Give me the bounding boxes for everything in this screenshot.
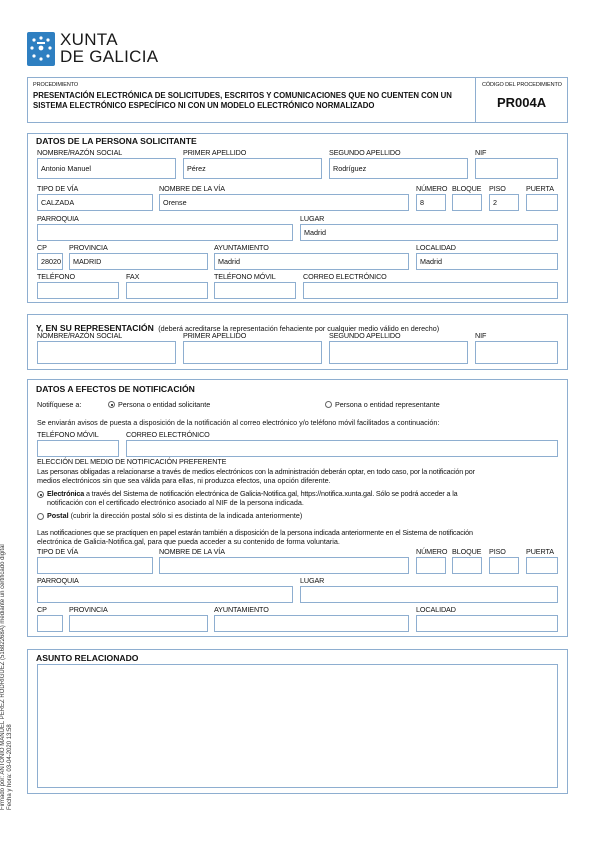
notify-representative-label: Persona o entidad representante — [335, 400, 440, 409]
applicant-name-label: NOMBRE/RAZÓN SOCIAL — [37, 148, 123, 157]
applicant-number-field[interactable]: 8 — [416, 194, 446, 211]
applicant-nif-label: NIF — [475, 148, 487, 157]
postal-text — [47, 511, 302, 520]
xunta-logo — [27, 30, 159, 66]
applicant-road-type-field[interactable]: CALZADA — [37, 194, 153, 211]
notif-road-name-field[interactable] — [159, 557, 409, 574]
applicant-place-label: LUGAR — [300, 214, 325, 223]
applicant-province-field[interactable]: MADRID — [69, 253, 208, 270]
rep-surname1-label: PRIMER APELLIDO — [183, 331, 247, 340]
notif-locality-field[interactable] — [416, 615, 558, 632]
notif-block-field[interactable] — [452, 557, 482, 574]
applicant-cp-field[interactable]: 28020 — [37, 253, 63, 270]
applicant-mobile-label: TELÉFONO MÓVIL — [214, 272, 276, 281]
applicant-road-name-label: NOMBRE DE LA VÍA — [159, 184, 225, 193]
medium-title: ELECCIÓN DEL MEDIO DE NOTIFICACIÓN PREFERENTE — [37, 457, 227, 466]
applicant-place-field[interactable]: Madrid — [300, 224, 558, 241]
applicant-surname2-label: SEGUNDO APELLIDO — [329, 148, 401, 157]
applicant-floor-field[interactable]: 2 — [489, 194, 519, 211]
side-note-line-2: Fecha y hora: 03-04-2020 13:58 — [7, 724, 13, 810]
postal-bold: Postal — [47, 511, 69, 520]
applicant-locality-label: LOCALIDAD — [416, 243, 456, 252]
applicant-door-field[interactable] — [526, 194, 558, 211]
applicant-fax-label: FAX — [126, 272, 140, 281]
procedure-code: PR004A — [497, 95, 547, 110]
representative-note: (deberá acreditarse la representación fehaciente por cualquier medio válido en derecho) — [158, 324, 440, 333]
notif-number-field[interactable] — [416, 557, 446, 574]
postal-radio[interactable] — [37, 513, 44, 520]
applicant-phone-label: TELÉFONO — [37, 272, 75, 281]
applicant-mobile-field[interactable] — [214, 282, 296, 299]
notification-title: DATOS A EFECTOS DE NOTIFICACIÓN — [36, 384, 195, 394]
applicant-block-field[interactable] — [452, 194, 482, 211]
electronic-radio[interactable] — [37, 491, 44, 498]
rep-nif-label: NIF — [475, 331, 487, 340]
notif-block-label: BLOQUE — [452, 547, 482, 556]
applicant-email-field[interactable] — [303, 282, 558, 299]
code-label: CÓDIGO DEL PROCEDIMIENTO — [482, 82, 562, 88]
electronic-desc: a través del Sistema de notificación electrónica de Galicia-Notifica.gal, https://notifica.xunta.gal. Sólo se podrá acceder a la — [84, 489, 458, 498]
applicant-number-label: NÚMERO — [416, 184, 448, 193]
electronic-text-2: notificación con el certificado electrónico asociado al NIF de la persona indicada. — [47, 498, 304, 507]
notify-representative-radio[interactable] — [325, 401, 332, 408]
notif-road-name-label: NOMBRE DE LA VÍA — [159, 547, 225, 556]
xunta-shield-icon — [27, 32, 55, 66]
signature-side-note — [0, 480, 20, 810]
applicant-road-type-label: TIPO DE VÍA — [37, 184, 79, 193]
procedure-title-1: PRESENTACIÓN ELECTRÓNICA DE SOLICITUDES, ESCRITOS Y COMUNICACIONES QUE NO CUENTEN CON UN — [33, 91, 452, 100]
logo-line-1: XUNTA — [60, 30, 118, 49]
applicant-door-label: PUERTA — [526, 184, 554, 193]
notif-floor-field[interactable] — [489, 557, 519, 574]
postal-desc: (cubrir la dirección postal sólo si es distinta de la indicada anteriormente) — [68, 511, 303, 520]
applicant-cp-label: CP — [37, 243, 47, 252]
notif-locality-label: LOCALIDAD — [416, 605, 456, 614]
electronic-bold: Electrónica — [47, 489, 85, 498]
rep-surname2-label: SEGUNDO APELLIDO — [329, 331, 401, 340]
notif-number-label: NÚMERO — [416, 547, 448, 556]
paper-text-2: electrónica de Galicia-Notifica.gal, para que pueda acceder a su contenido de forma voluntaria. — [37, 537, 340, 546]
paper-text-1: Las notificaciones que se practiquen en papel estarán también a disposición de la persona indicada anteriormente en el Sistema de notificación — [37, 528, 473, 537]
notif-parish-label: PARROQUIA — [37, 576, 79, 585]
notif-place-label: LUGAR — [300, 576, 325, 585]
applicant-parish-field[interactable] — [37, 224, 293, 241]
applicant-locality-field[interactable]: Madrid — [416, 253, 558, 270]
notification-mobile-field[interactable] — [37, 440, 119, 457]
procedure-title-2: SISTEMA ELECTRÓNICO ESPECÍFICO NI CON UN MODELO ELECTRÓNICO NORMALIZADO — [33, 101, 375, 110]
notif-council-field[interactable] — [214, 615, 409, 632]
applicant-parish-label: PARROQUIA — [37, 214, 79, 223]
representative-title: Y, EN SU REPRESENTACIÓN — [36, 323, 154, 333]
notif-cp-field[interactable] — [37, 615, 63, 632]
notif-road-type-field[interactable] — [37, 557, 153, 574]
notif-door-label: PUERTA — [526, 547, 554, 556]
applicant-surname1-field[interactable]: Pérez — [183, 158, 322, 179]
side-note-line-1: Firmado por: ANTONIO MANUEL PÉREZ RODRÍGUEZ (51682268A) mediante un certificado digital — [0, 544, 6, 810]
rep-surname1-field[interactable] — [183, 341, 322, 364]
notify-applicant-radio[interactable] — [108, 401, 115, 408]
applicant-name-field[interactable]: Antonio Manuel — [37, 158, 176, 179]
applicant-phone-field[interactable] — [37, 282, 119, 299]
applicant-council-field[interactable]: Madrid — [214, 253, 409, 270]
applicant-province-label: PROVINCIA — [69, 243, 108, 252]
notify-label: Notifíquese a: — [37, 400, 82, 409]
notice-text: Se enviarán avisos de puesta a disposición de la notificación al correo electrónico y/o teléfono móvil facilitados a continuación: — [37, 418, 440, 427]
applicant-title: DATOS DE LA PERSONA SOLICITANTE — [36, 136, 197, 146]
medium-text-2: medios electrónicos sin que sea válida para ellas, ni produzca efectos, una opción diferente. — [37, 476, 331, 485]
rep-name-field[interactable] — [37, 341, 176, 364]
applicant-fax-field[interactable] — [126, 282, 208, 299]
logo-line-2: DE GALICIA — [60, 47, 159, 66]
applicant-nif-field[interactable] — [475, 158, 558, 179]
notify-applicant-label: Persona o entidad solicitante — [118, 400, 211, 409]
applicant-road-name-field[interactable]: Orense — [159, 194, 409, 211]
applicant-floor-label: PISO — [489, 184, 506, 193]
notif-road-type-label: TIPO DE VÍA — [37, 547, 79, 556]
notification-email-label: CORREO ELECTRÓNICO — [126, 430, 210, 439]
notification-mobile-label: TELÉFONO MÓVIL — [37, 430, 99, 439]
notif-province-field[interactable] — [69, 615, 208, 632]
notif-floor-label: PISO — [489, 547, 506, 556]
applicant-email-label: CORREO ELECTRÓNICO — [303, 272, 387, 281]
notif-parish-field[interactable] — [37, 586, 293, 603]
notif-province-label: PROVINCIA — [69, 605, 108, 614]
notif-place-field[interactable] — [300, 586, 558, 603]
applicant-surname1-label: PRIMER APELLIDO — [183, 148, 247, 157]
header-divider — [475, 77, 476, 123]
rep-surname2-field[interactable] — [329, 341, 468, 364]
procedure-label: PROCEDIMIENTO — [33, 82, 79, 88]
applicant-council-label: AYUNTAMIENTO — [214, 243, 269, 252]
notif-council-label: AYUNTAMIENTO — [214, 605, 269, 614]
rep-name-label: NOMBRE/RAZÓN SOCIAL — [37, 331, 123, 340]
medium-text-1: Las personas obligadas a relacionarse a través de medios electrónicos con la administración deberán optar, en todo caso, por la notificación por — [37, 467, 475, 476]
electronic-text-1 — [47, 489, 458, 498]
applicant-surname2-field[interactable]: Rodríguez — [329, 158, 468, 179]
notif-cp-label: CP — [37, 605, 47, 614]
subject-title: ASUNTO RELACIONADO — [36, 653, 139, 663]
applicant-block-label: BLOQUE — [452, 184, 482, 193]
notif-door-field[interactable] — [526, 557, 558, 574]
notification-email-field[interactable] — [126, 440, 558, 457]
subject-field[interactable] — [37, 664, 558, 788]
rep-nif-field[interactable] — [475, 341, 558, 364]
